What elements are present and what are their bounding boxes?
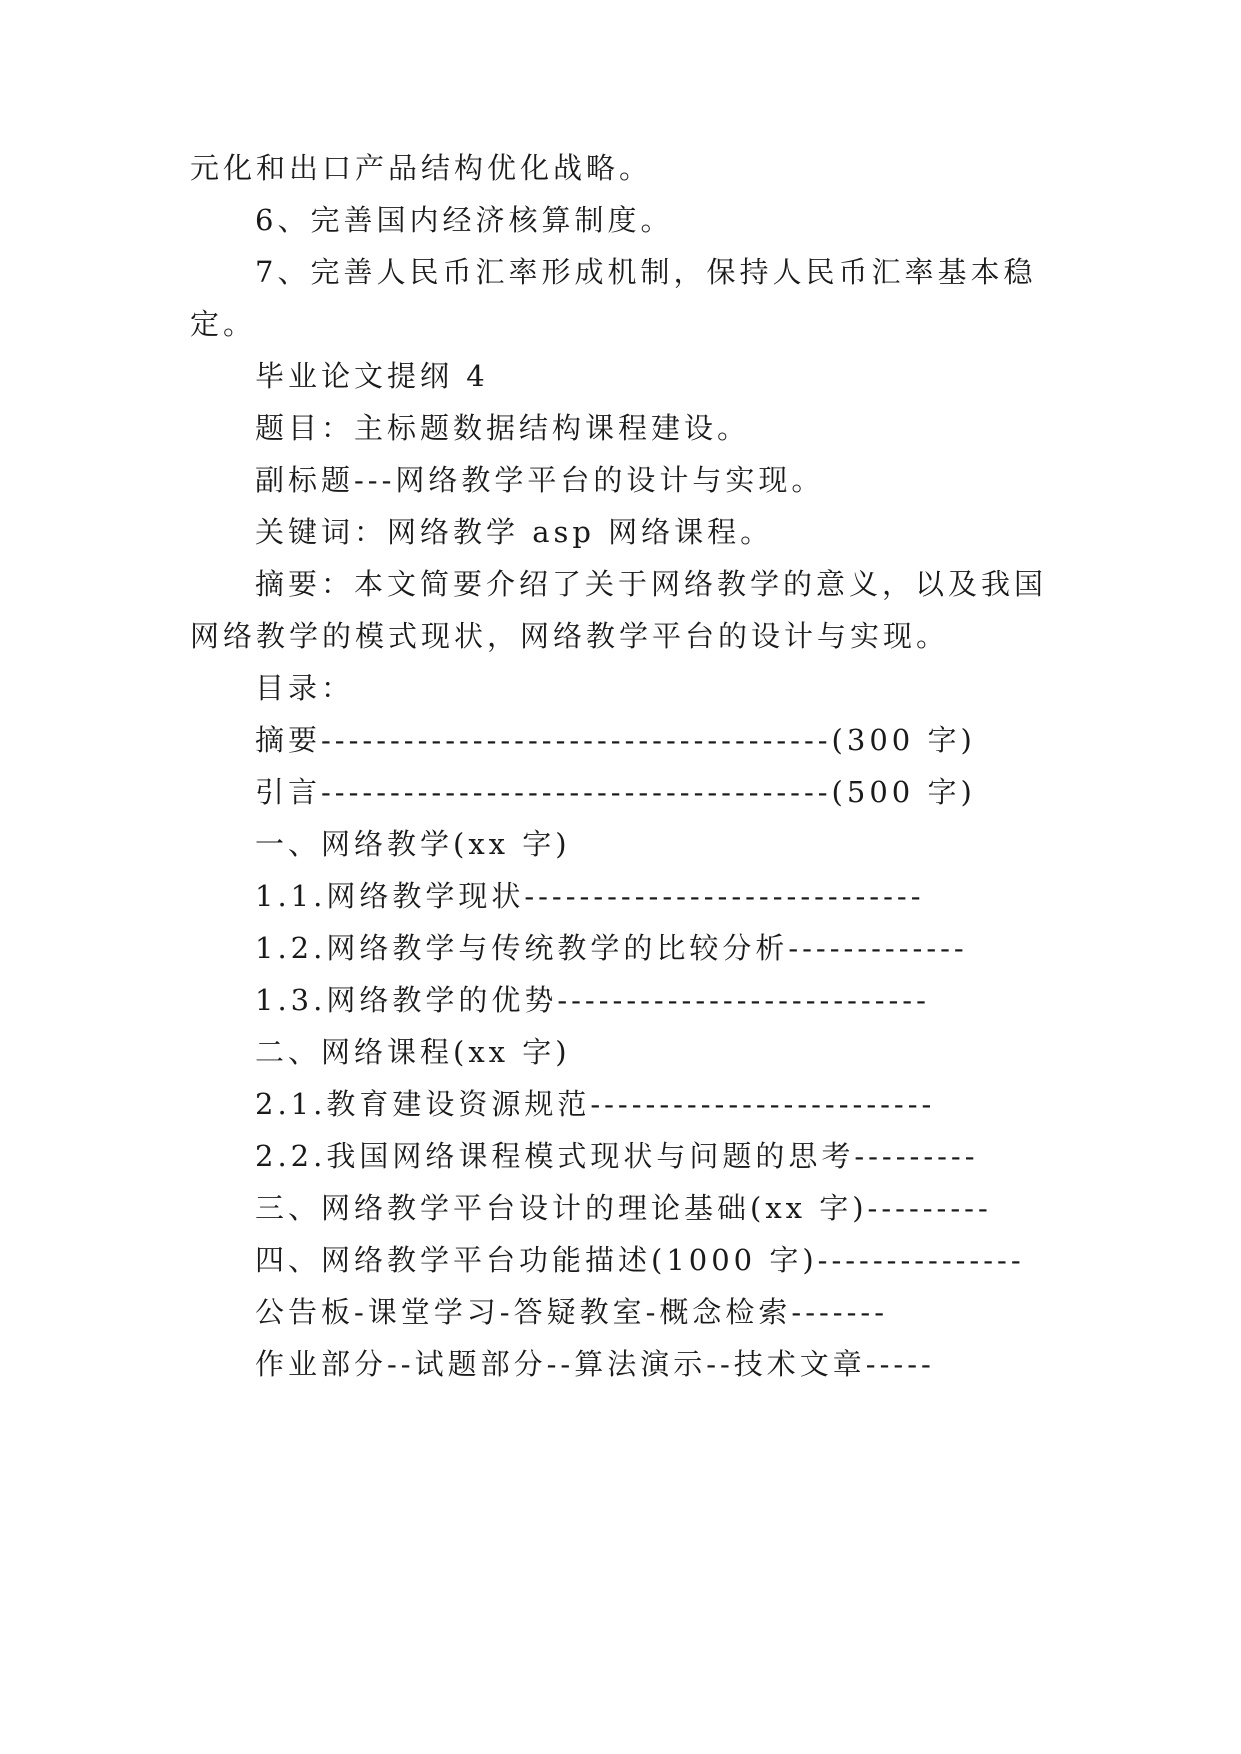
text-line: 7、完善人民币汇率形成机制，保持人民币汇率基本稳: [255, 255, 1037, 289]
toc-entry: 三、网络教学平台设计的理论基础(xx 字)---------: [255, 1191, 992, 1225]
toc-entry: 二、网络课程(xx 字): [255, 1035, 571, 1069]
toc-entry: 作业部分--试题部分--算法演示--技术文章-----: [255, 1347, 935, 1381]
toc-entry: 1.2.网络教学与传统教学的比较分析-------------: [255, 931, 968, 965]
text-line: 元化和出口产品结构优化战略。: [190, 151, 653, 185]
toc-entry: 四、网络教学平台功能描述(1000 字)---------------: [255, 1243, 1025, 1277]
text-line: 6、完善国内经济核算制度。: [255, 203, 674, 237]
toc-entry: 引言-------------------------------------(500 字): [255, 775, 976, 809]
text-line: 定。: [190, 307, 257, 341]
text-line: 副标题---网络教学平台的设计与实现。: [255, 463, 825, 497]
toc-entry: 1.3.网络教学的优势---------------------------: [255, 983, 930, 1017]
text-line: 摘要：本文简要介绍了关于网络教学的意义，以及我国: [255, 567, 1048, 601]
text-line: 题目：主标题数据结构课程建设。: [255, 411, 751, 445]
toc-entry: 2.1.教育建设资源规范-------------------------: [255, 1087, 936, 1121]
toc-entry: 2.2.我国网络课程模式现状与问题的思考---------: [255, 1139, 979, 1173]
toc-entry: 1.1.网络教学现状-----------------------------: [255, 879, 925, 913]
toc-entry: 一、网络教学(xx 字): [255, 827, 571, 861]
text-line: 关键词：网络教学 asp 网络课程。: [255, 515, 774, 549]
toc-entry: 公告板-课堂学习-答疑教室-概念检索-------: [255, 1295, 888, 1329]
section-heading: 毕业论文提纲 4: [255, 359, 489, 393]
toc-heading: 目录：: [255, 671, 355, 705]
toc-entry: 摘要-------------------------------------(300 字): [255, 723, 976, 757]
text-line: 网络教学的模式现状，网络教学平台的设计与实现。: [190, 619, 950, 653]
